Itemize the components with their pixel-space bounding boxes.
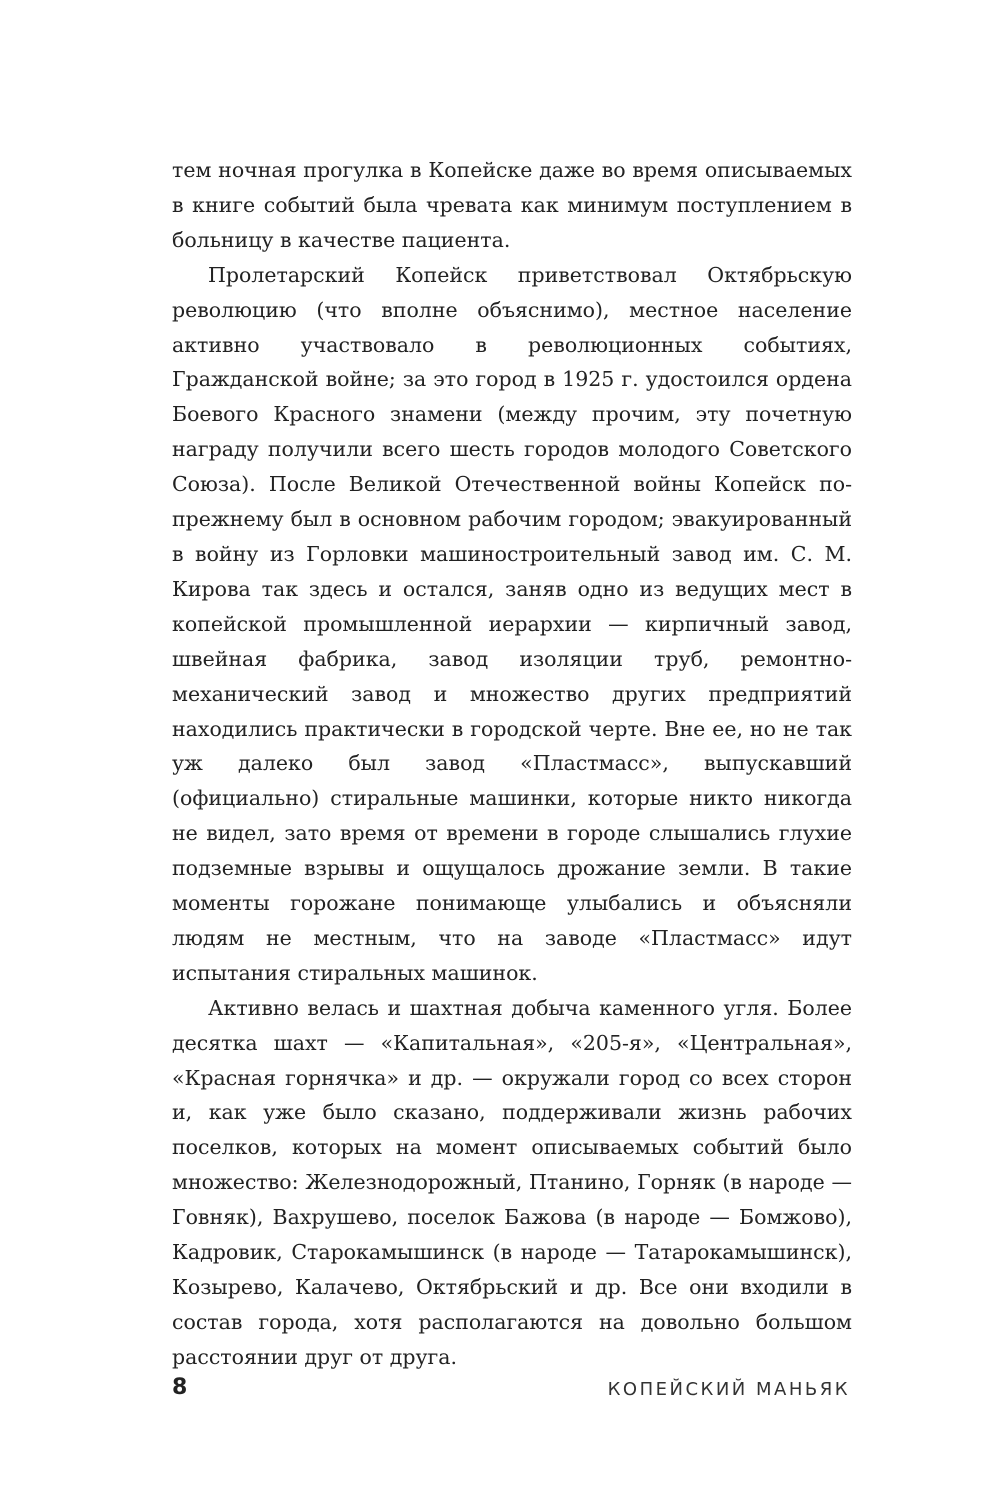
paragraph-coal-mining: Активно велась и шахтная добыча каменного угля. Более десятка шахт — «Капитальная», «205-я», «Центральная», «Красная горнячка» и др. — окружали город со всех сторон и, как уже было сказано, поддерживали жизнь рабочих поселков, которых на момент описываемых событий было множество: Железнодорожный, Птанино, Горняк (в народе — Говняк), Вахрушево, поселок Бажова (в народе — Бомжово), Кадровик, Старокамышинск (в народе — Татарокамышинск), Козырево, Калачево, Октябрьский и др. Все они входили в состав города, хотя располагаются на довольно большом расстоянии друг от друга.: [172, 995, 852, 1369]
running-title: КОПЕЙСКИЙ МАНЬЯК: [607, 1379, 850, 1400]
page-number: 8: [172, 1375, 188, 1400]
body-text: [172, 153, 852, 1375]
paragraph-continuation: тем ночная прогулка в Копейске даже во время описываемых в книге событий была чревата как минимум поступлением в больницу в качестве пациента.: [172, 158, 852, 252]
paragraph-revolution: Пролетарский Копейск приветствовал Октябрьскую революцию (что вполне объяснимо), местное население активно участвовало в революционных событиях, Гражданской войне; за это город в 1925 г. удостоился ордена Боевого Красного знамени (между прочим, эту почетную награду получили всего шесть городов молодого Советского Союза). После Великой Отечественной войны Копейск по-прежнему был в основном рабочим городом; эвакуированный в войну из Горловки машиностроительный завод им. С. М. Кирова так здесь и остался, заняв одно из ведущих мест в копейской промышленной иерархии — кирпичный завод, швейная фабрика, завод изоляции труб, ремонтно-механический завод и множество других предприятий находились практически в городской черте. Вне ее, но не так уж далеко был завод «Пластмасс», выпускавший (официально) стиральные машинки, которые никто никогда не видел, зато время от времени в городе слышались глухие подземные взрывы и ощущалось дрожание земли. В такие моменты горожане понимающе улыбались и объясняли людям не местным, что на заводе «Пластмасс» идут испытания стиральных машинок.: [172, 262, 852, 985]
